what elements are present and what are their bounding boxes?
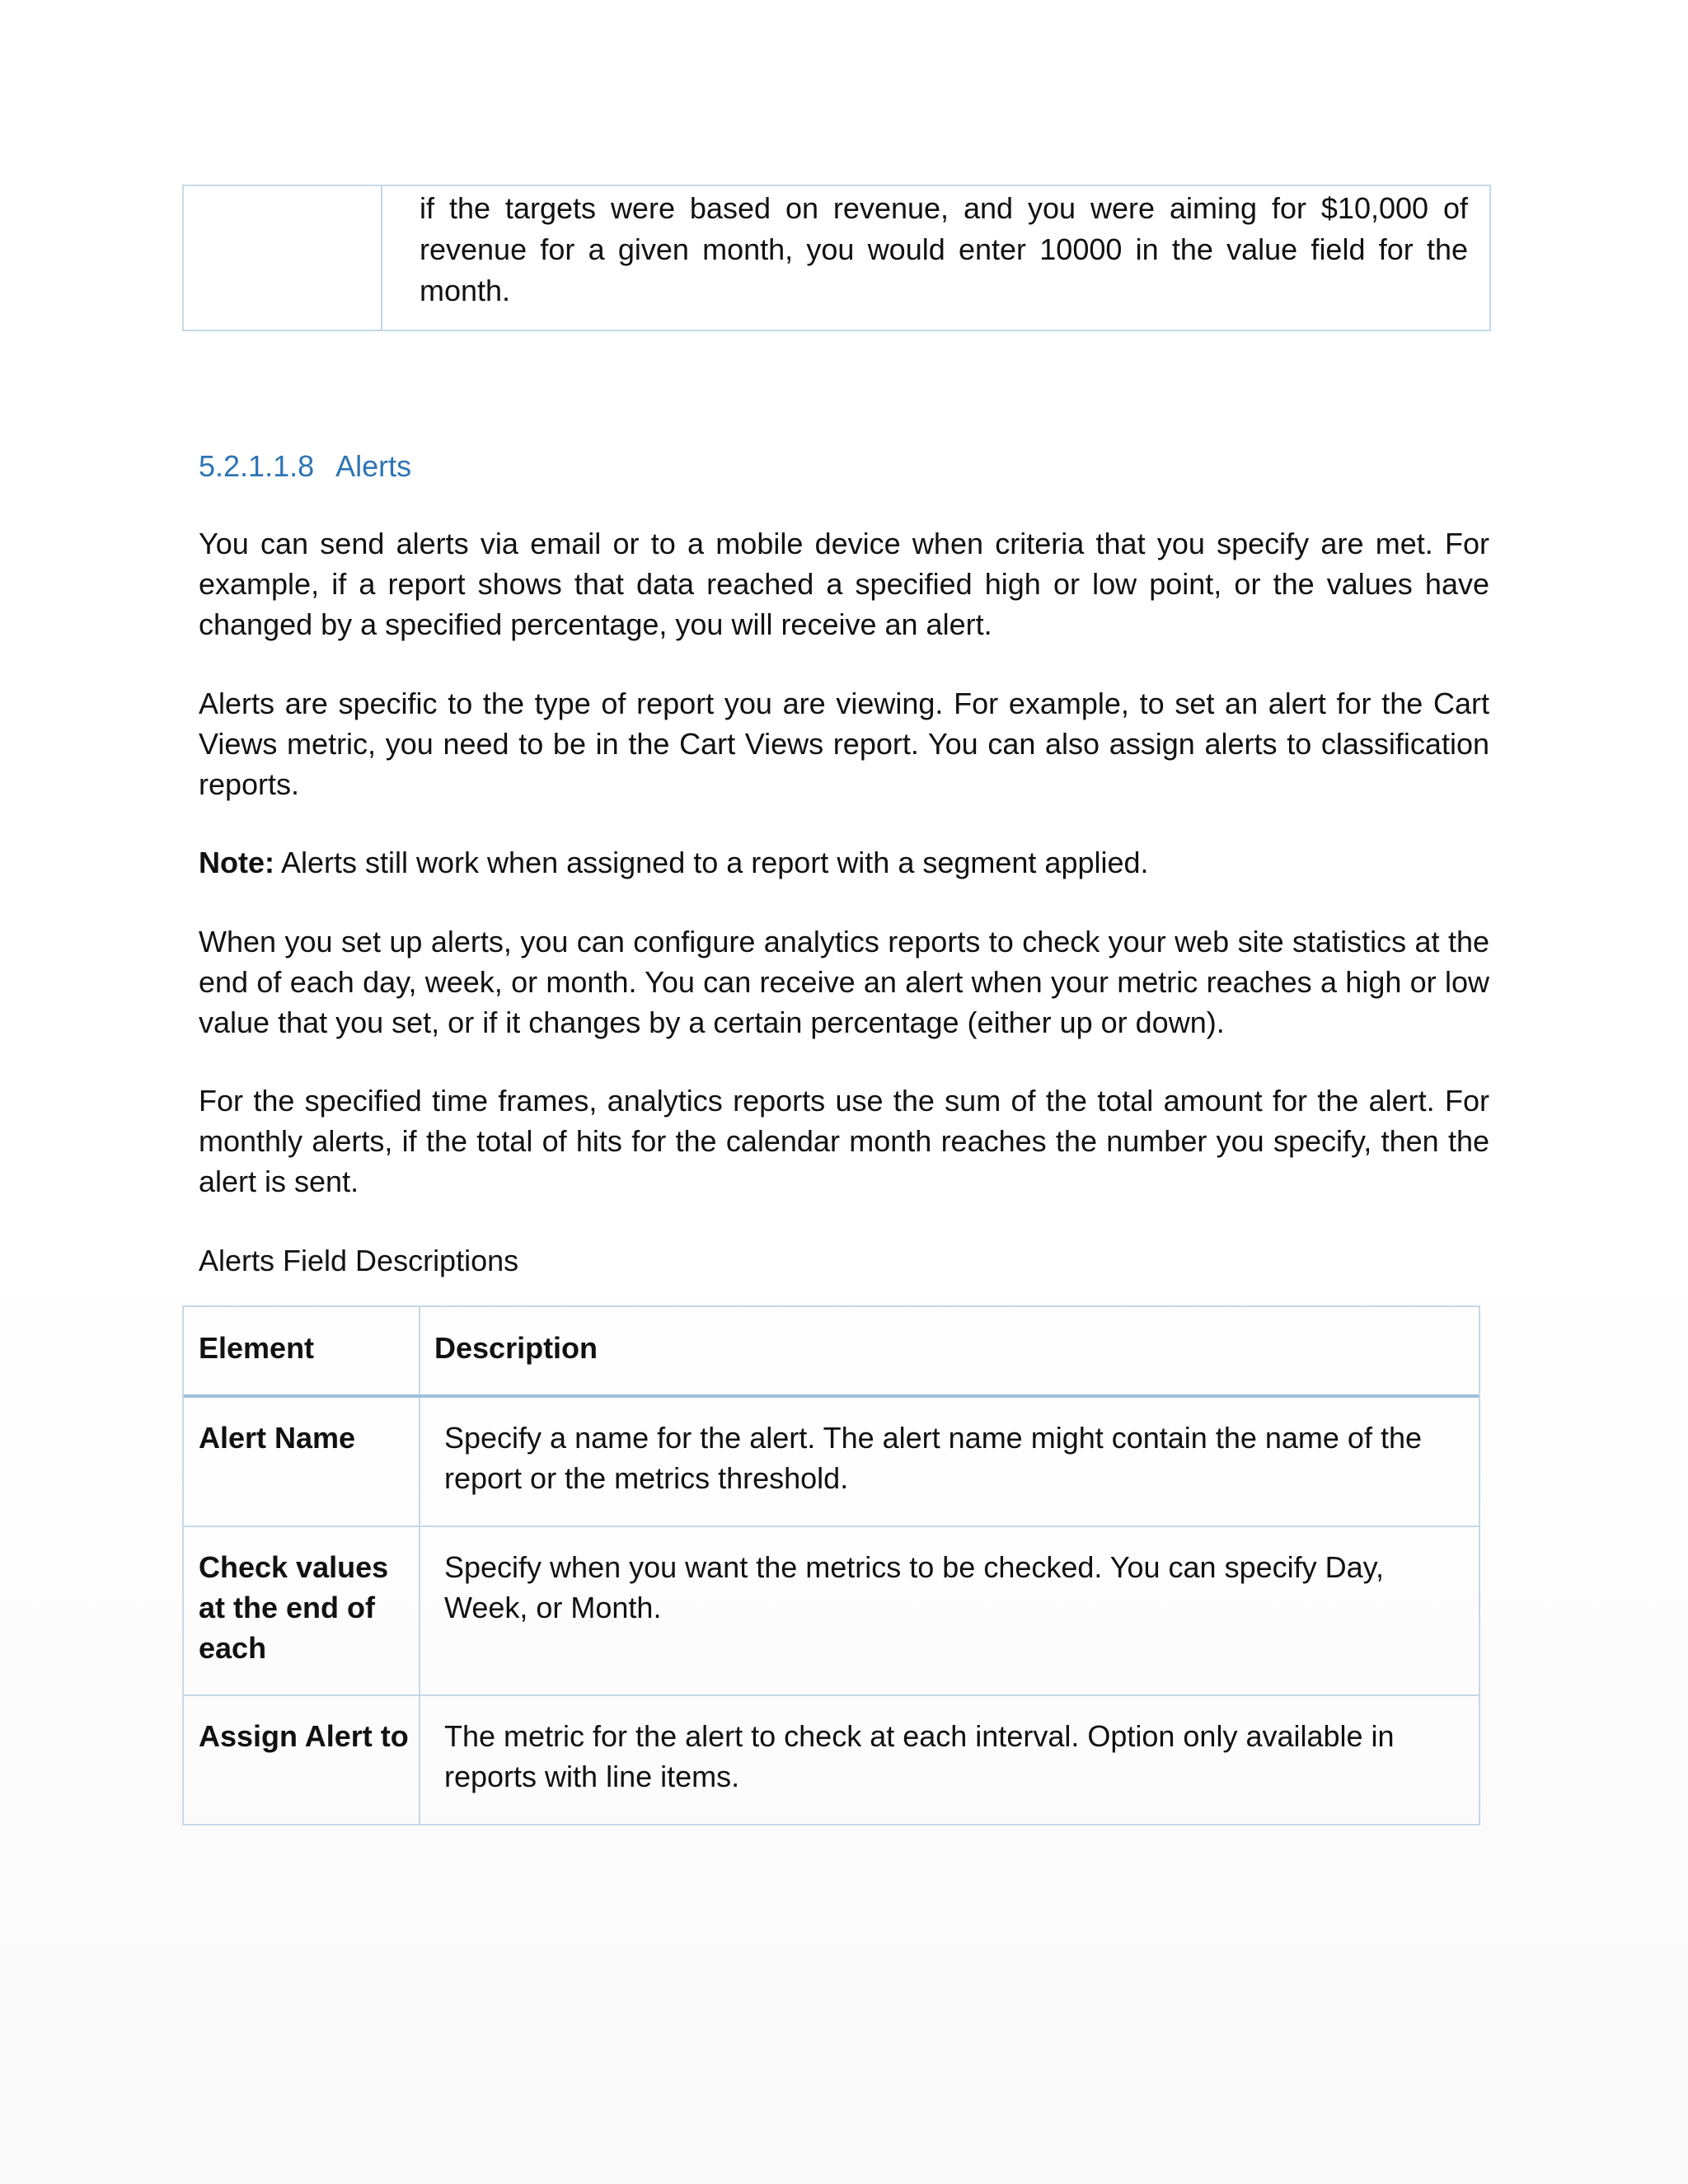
note-text: Alerts still work when assigned to a report with a segment applied. <box>274 846 1149 879</box>
section-heading <box>199 445 411 488</box>
section-number: 5.2.1.1.8 <box>199 449 315 483</box>
table-header-element: Element <box>199 1331 315 1365</box>
table-row-element: Assign Alert to <box>199 1719 409 1753</box>
table-row-element: Alert Name <box>199 1421 356 1455</box>
paragraph-alerts-report-type: Alerts are specific to the type of report you are viewing. For example, to set an alert for the Cart Views metric, you need to be in the Cart Views report. You can also assign alerts to classification reports. <box>199 687 1489 801</box>
table-header-rule <box>184 1394 1479 1398</box>
table-row-description: Specify a name for the alert. The alert name might contain the name of the report or the metrics threshold. <box>444 1421 1422 1495</box>
note-label: Note: <box>199 846 274 879</box>
table-row-description: Specify when you want the metrics to be checked. You can specify Day, Week, or Month. <box>444 1550 1384 1624</box>
continued-table-cell-text: if the targets were based on revenue, and you were aiming for $10,000 of revenue for a given month, you would enter 10000 in the value field for the month. <box>420 191 1468 307</box>
table-caption: Alerts Field Descriptions <box>199 1244 519 1277</box>
table-column-divider <box>419 1307 420 1824</box>
alerts-field-table <box>182 1305 1480 1825</box>
continued-table <box>182 185 1491 331</box>
table-row-element: Check values at the end of each <box>199 1550 389 1665</box>
paragraph-setup: When you set up alerts, you can configure analytics reports to check your web site statistics at the end of each day, week, or month. You can receive an alert when your metric reaches a high or low value that you set, or if it changes by a certain percentage (either up or down). <box>199 925 1489 1039</box>
section-title: Alerts <box>335 449 412 483</box>
table-column-divider <box>381 186 382 330</box>
table-row-divider <box>184 1694 1479 1696</box>
table-row-divider <box>184 1526 1479 1527</box>
paragraph-note <box>199 842 1489 883</box>
table-row-description: The metric for the alert to check at each interval. Option only available in reports with line items. <box>444 1719 1395 1793</box>
paragraph-alerts-intro: You can send alerts via email or to a mobile device when criteria that you specify are met. For example, if a report shows that data reached a specified high or low point, or the values have changed by a specified percentage, you will receive an alert. <box>199 527 1489 641</box>
paragraph-time-frames: For the specified time frames, analytics reports use the sum of the total amount for the alert. For monthly alerts, if the total of hits for the calendar month reaches the number you specify, then the alert is sent. <box>199 1084 1489 1198</box>
table-header-description: Description <box>434 1331 598 1365</box>
